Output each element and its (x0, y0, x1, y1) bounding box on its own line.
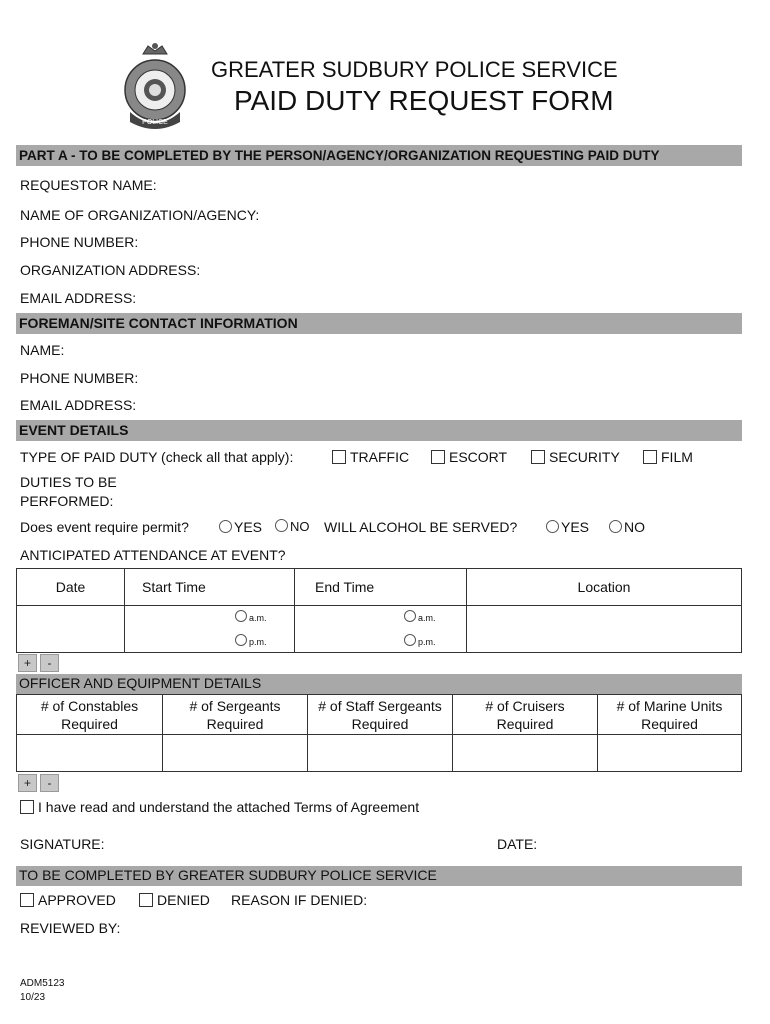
checkbox-traffic[interactable] (332, 448, 409, 466)
checkbox-icon[interactable] (20, 800, 34, 814)
alcohol-label: WILL ALCOHOL BE SERVED? (324, 519, 518, 535)
alcohol-no-label: NO (624, 519, 645, 535)
requestor-name-label: REQUESTOR NAME: (20, 177, 157, 193)
approved-checkbox[interactable] (20, 891, 116, 909)
start-am-radio[interactable] (235, 610, 267, 625)
denied-label: DENIED (157, 892, 210, 908)
add-row-button[interactable]: + (18, 774, 37, 792)
start-pm-label: p.m. (249, 637, 267, 647)
attendance-label: ANTICIPATED ATTENDANCE AT EVENT? (20, 547, 286, 563)
radio-icon[interactable] (609, 520, 622, 533)
date-cell[interactable] (17, 606, 125, 653)
event-heading: EVENT DETAILS (19, 422, 129, 438)
constables-cell[interactable] (17, 735, 163, 772)
start-am-label: a.m. (249, 613, 267, 623)
end-pm-radio[interactable] (404, 634, 436, 649)
remove-row-button[interactable]: - (40, 654, 59, 672)
email-label: EMAIL ADDRESS: (20, 290, 137, 306)
radio-icon[interactable] (546, 520, 559, 533)
start-pm-radio[interactable] (235, 634, 267, 649)
remove-row-button[interactable]: - (40, 774, 59, 792)
alcohol-yes-label: YES (561, 519, 590, 535)
location-cell[interactable] (467, 606, 742, 653)
permit-no-label: NO (290, 519, 310, 534)
permit-yes-radio[interactable] (219, 518, 262, 536)
event-schedule-table (16, 568, 742, 653)
add-row-button[interactable]: + (18, 654, 37, 672)
permit-no-radio[interactable] (275, 518, 310, 536)
checkbox-icon[interactable] (332, 450, 346, 464)
cruisers-header: # of Cruisers Required (453, 695, 598, 735)
checkbox-icon[interactable] (431, 450, 445, 464)
gsps-heading: TO BE COMPLETED BY GREATER SUDBURY POLICE SERVICE (19, 867, 437, 883)
checkbox-icon[interactable] (643, 450, 657, 464)
radio-icon[interactable] (235, 634, 247, 646)
checkbox-security-label: SECURITY (549, 449, 620, 465)
cruisers-cell[interactable] (453, 735, 598, 772)
constables-header: # of Constables Required (17, 695, 163, 735)
start-time-header: Start Time (125, 569, 295, 606)
approved-label: APPROVED (38, 892, 116, 908)
form-revision: 10/23 (20, 992, 46, 1003)
table-header-row (17, 569, 742, 606)
end-am-label: a.m. (418, 613, 436, 623)
staff-sergeants-header: # of Staff Sergeants Required (308, 695, 453, 735)
foreman-phone-label: PHONE NUMBER: (20, 370, 139, 386)
duties-label-line2: PERFORMED: (20, 493, 114, 509)
duties-label-line1: DUTIES TO BE (20, 474, 117, 490)
checkbox-escort-label: ESCORT (449, 449, 508, 465)
alcohol-no-radio[interactable] (609, 518, 645, 536)
end-time-cell[interactable] (295, 606, 467, 653)
start-time-cell[interactable] (125, 606, 295, 653)
marine-units-cell[interactable] (598, 735, 742, 772)
table-header-row (17, 695, 742, 735)
terms-checkbox[interactable] (20, 798, 419, 816)
duty-type-label: TYPE OF PAID DUTY (check all that apply): (20, 449, 294, 465)
date-header: Date (17, 569, 125, 606)
staff-sergeants-cell[interactable] (308, 735, 453, 772)
permit-label: Does event require permit? (20, 519, 189, 535)
checkbox-traffic-label: TRAFFIC (350, 449, 410, 465)
location-header: Location (467, 569, 742, 606)
svg-text:POLICE: POLICE (142, 119, 168, 126)
radio-icon[interactable] (404, 610, 416, 622)
denied-checkbox[interactable] (139, 891, 210, 909)
form-code: ADM5123 (20, 978, 65, 989)
checkbox-icon[interactable] (139, 893, 153, 907)
checkbox-icon[interactable] (531, 450, 545, 464)
table-row (17, 606, 742, 653)
signature-label: SIGNATURE: (20, 836, 105, 852)
marine-units-header: # of Marine Units Required (598, 695, 742, 735)
table-row (17, 735, 742, 772)
foreman-name-label: NAME: (20, 342, 65, 358)
radio-icon[interactable] (219, 520, 232, 533)
org-agency-label: NAME OF ORGANIZATION/AGENCY: (20, 207, 260, 223)
part-a-heading: PART A - TO BE COMPLETED BY THE PERSON/AGENCY/ORGANIZATION REQUESTING PAID DUTY (19, 148, 660, 163)
alcohol-yes-radio[interactable] (546, 518, 589, 536)
phone-label: PHONE NUMBER: (20, 234, 139, 250)
checkbox-film-label: FILM (661, 449, 693, 465)
end-pm-label: p.m. (418, 637, 436, 647)
reason-label: REASON IF DENIED: (231, 892, 368, 908)
end-time-header: End Time (295, 569, 467, 606)
foreman-email-label: EMAIL ADDRESS: (20, 397, 137, 413)
reviewed-by-label: REVIEWED BY: (20, 920, 121, 936)
sergeants-cell[interactable] (163, 735, 308, 772)
sergeants-header: # of Sergeants Required (163, 695, 308, 735)
radio-icon[interactable] (404, 634, 416, 646)
police-crest-logo (118, 40, 192, 132)
foreman-heading: FOREMAN/SITE CONTACT INFORMATION (19, 315, 298, 331)
terms-label: I have read and understand the attached Terms of Agreement (38, 799, 420, 815)
org-address-label: ORGANIZATION ADDRESS: (20, 262, 201, 278)
checkbox-escort[interactable] (431, 448, 507, 466)
end-am-radio[interactable] (404, 610, 436, 625)
officer-heading: OFFICER AND EQUIPMENT DETAILS (19, 675, 262, 691)
radio-icon[interactable] (275, 519, 288, 532)
permit-yes-label: YES (234, 519, 263, 535)
checkbox-film[interactable] (643, 448, 693, 466)
radio-icon[interactable] (235, 610, 247, 622)
org-name: GREATER SUDBURY POLICE SERVICE (211, 57, 618, 82)
checkbox-icon[interactable] (20, 893, 34, 907)
checkbox-security[interactable] (531, 448, 620, 466)
date-label: DATE: (497, 836, 538, 852)
officer-equipment-table (16, 694, 742, 772)
form-title: PAID DUTY REQUEST FORM (234, 85, 614, 116)
